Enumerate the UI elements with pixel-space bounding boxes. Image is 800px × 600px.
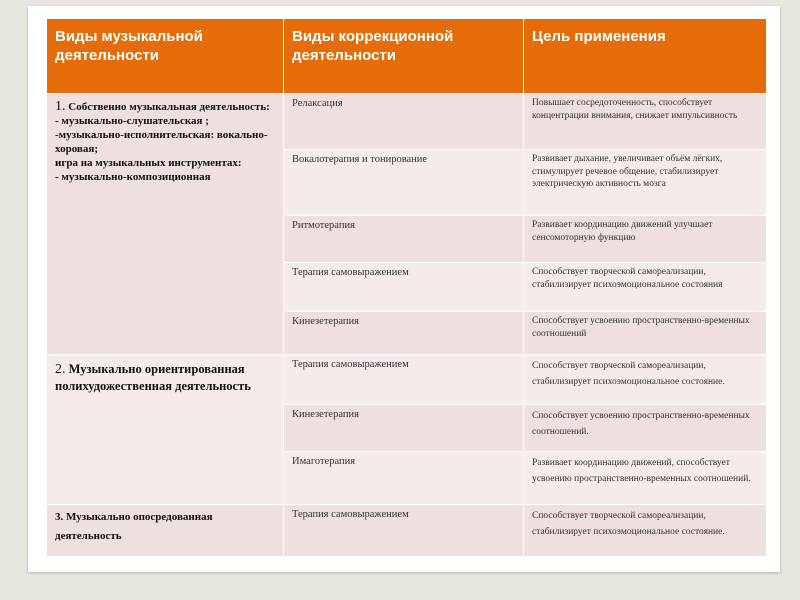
correction-type: Релаксация xyxy=(284,94,524,150)
purpose-text: Способствует усвоению пространственно-временных соотношений xyxy=(524,312,767,355)
group2-activity-cell xyxy=(47,355,284,505)
header-music-activity: Виды музыкальной деятельности xyxy=(47,19,284,94)
header-purpose: Цель применения xyxy=(524,19,767,94)
group2-number: 2. xyxy=(55,362,66,377)
slide xyxy=(28,6,780,572)
group1-line: - музыкально-композиционная xyxy=(55,171,211,183)
purpose-text: Способствует творческой самореализации, стабилизирует психоэмоциональное состояния xyxy=(524,263,767,312)
correction-type: Терапия самовыражением xyxy=(284,263,524,312)
purpose-text: Развивает дыхание, увеличивает объём лёгких, стимулирует речевое общение, стабилизирует электрическую активность мозга xyxy=(524,150,767,216)
purpose-text: Способствует творческой самореализации, стабилизирует психоэмоциональное состояние. xyxy=(524,505,767,557)
group1-title: Собственно музыкальная деятельность: xyxy=(65,101,270,113)
correction-type: Кинезетерапия xyxy=(284,405,524,452)
correction-type: Кинезетерапия xyxy=(284,312,524,355)
group1-line: игра на музыкальных инструментах: xyxy=(55,157,242,169)
purpose-text: Способствует творческой самореализации, стабилизирует психоэмоциональное состояние. xyxy=(524,355,767,405)
therapy-table xyxy=(46,18,767,557)
purpose-text: Развивает координацию движений, способствует усвоению пространственно-временных соотношений. xyxy=(524,452,767,505)
purpose-text: Способствует усвоению пространственно-временных соотношений. xyxy=(524,405,767,452)
table-row xyxy=(47,505,767,557)
group2-title: Музыкально ориентированная полихудожественная деятельность xyxy=(55,362,251,393)
table-row xyxy=(47,94,767,150)
correction-type: Ритмотерапия xyxy=(284,216,524,263)
group1-line: -музыкально-исполнительская: вокально-хоровая; xyxy=(55,129,268,155)
group1-number: 1. xyxy=(55,99,66,114)
correction-type: Терапия самовыражением xyxy=(284,505,524,557)
group1-activity-cell xyxy=(47,94,284,355)
header-row xyxy=(47,19,767,94)
correction-type: Вокалотерапия и тонирование xyxy=(284,150,524,216)
purpose-text: Повышает сосредоточенность, способствует концентрации внимания, снижает импульсивность xyxy=(524,94,767,150)
correction-type: Терапия самовыражением xyxy=(284,355,524,405)
group3-activity-cell: 3. Музыкально опосредованная деятельность xyxy=(47,505,284,557)
group1-line: - музыкально-слушательская ; xyxy=(55,115,209,127)
purpose-text: Развивает координацию движений улучшает сенсомоторную функцию xyxy=(524,216,767,263)
table-row xyxy=(47,355,767,405)
header-correction-activity: Виды коррекционной деятельности xyxy=(284,19,524,94)
correction-type: Имаготерапия xyxy=(284,452,524,505)
